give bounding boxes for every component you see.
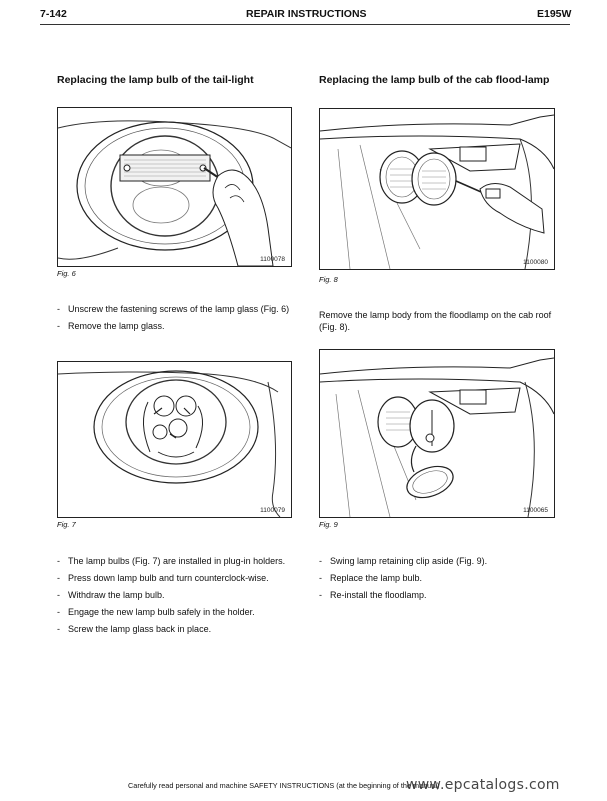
list-item: - Press down lamp bulb and turn counterclock-wise. [57, 572, 290, 584]
safety-footer: Carefully read personal and machine SAFETY INSTRUCTIONS (at the beginning of the manual) [128, 781, 440, 790]
figure-7-caption: Fig. 7 [57, 520, 76, 529]
list-item: - Re-install the floodlamp. [319, 589, 553, 601]
figure-8-caption: Fig. 8 [319, 275, 338, 284]
watermark: www.epcatalogs.com [406, 777, 560, 793]
right-paragraph: Remove the lamp body from the floodlamp on the cab roof (Fig. 8). [319, 310, 552, 332]
page-number: 7-142 [40, 8, 67, 20]
list-item: - Swing lamp retaining clip aside (Fig. 9). [319, 555, 553, 567]
tail-light-illustration [58, 108, 291, 266]
list-item: - Replace the lamp bulb. [319, 572, 553, 584]
figure-9-caption: Fig. 9 [319, 520, 338, 529]
figure-7 [57, 361, 292, 518]
list-item: - Unscrew the fastening screws of the lamp glass (Fig. 6) [57, 303, 290, 315]
left-section-title: Replacing the lamp bulb of the tail-light [57, 74, 254, 86]
section-title: REPAIR INSTRUCTIONS [246, 8, 367, 20]
figure-9 [319, 349, 555, 518]
header-rule [40, 24, 570, 25]
figure-9-code: 1100065 [523, 507, 548, 514]
floodlamp-removal-illustration [320, 109, 554, 269]
list-item: - Engage the new lamp bulb safely in the holder. [57, 606, 290, 618]
figure-6-caption: Fig. 6 [57, 269, 76, 278]
lamp-clip-illustration [320, 350, 554, 517]
right-section-title: Replacing the lamp bulb of the cab flood-lamp [319, 74, 550, 86]
model-name: E195W [537, 8, 572, 20]
right-steps [319, 555, 553, 606]
figure-8 [319, 108, 555, 270]
list-item: - The lamp bulbs (Fig. 7) are installed in plug-in holders. [57, 555, 290, 567]
list-item: - Remove the lamp glass. [57, 320, 290, 332]
figure-7-code: 1100079 [260, 507, 285, 514]
list-item: - Withdraw the lamp bulb. [57, 589, 290, 601]
figure-6-code: 1100078 [260, 256, 285, 263]
left-steps-b [57, 555, 290, 640]
left-steps-a [57, 303, 290, 337]
figure-6 [57, 107, 292, 267]
list-item: - Screw the lamp glass back in place. [57, 623, 290, 635]
figure-8-code: 1100080 [523, 259, 548, 266]
lamp-bulbs-illustration [58, 362, 291, 517]
